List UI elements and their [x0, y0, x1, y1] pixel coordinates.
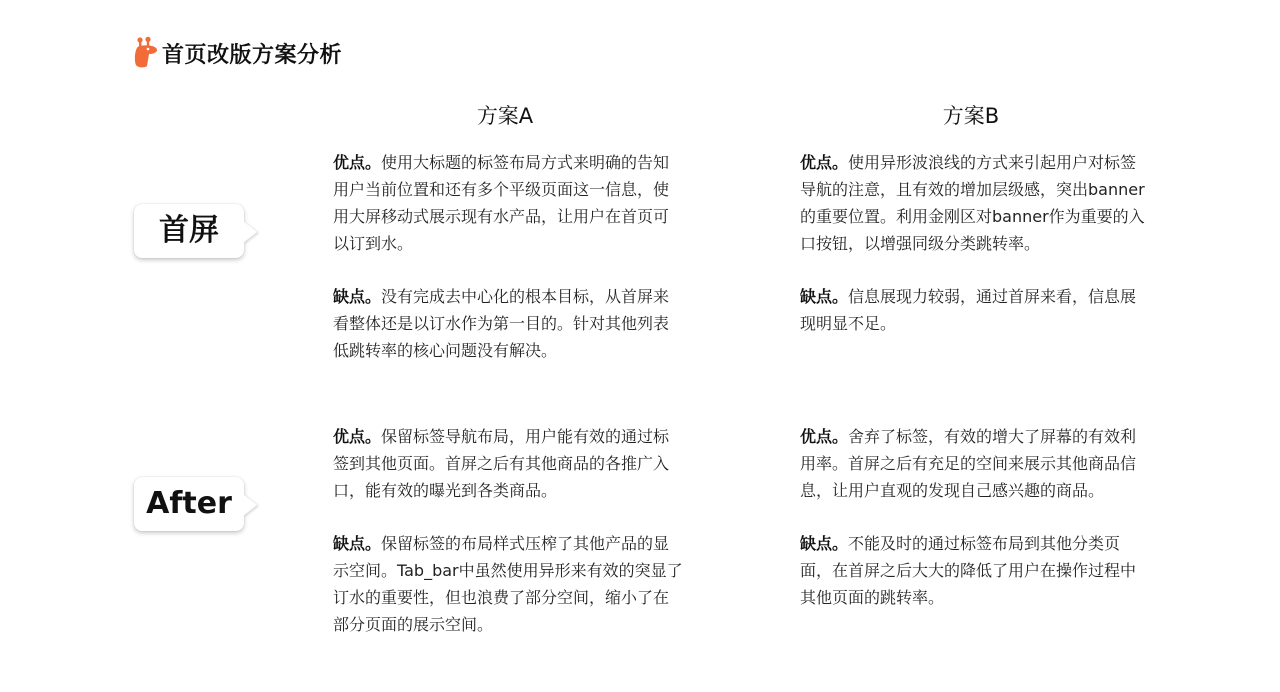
cons-paragraph: [333, 530, 683, 638]
cons-paragraph: [800, 530, 1150, 611]
pros-paragraph: [800, 423, 1150, 504]
cons-text: 信息展现力较弱，通过首屏来看，信息展现明显不足。: [800, 287, 1137, 333]
pros-text: 保留标签导航布局，用户能有效的通过标签到其他页面。首屏之后有其他商品的各推广入口，能有效的曝光到各类商品。: [333, 427, 670, 500]
cons-label: 缺点。: [333, 287, 382, 306]
giraffe-head-icon: [133, 36, 159, 68]
analysis-first-screen-plan-a: [333, 149, 683, 364]
row-label-text: After: [146, 486, 232, 521]
row-label-first-screen: [134, 204, 244, 258]
cons-text: 没有完成去中心化的根本目标，从首屏来看整体还是以订水作为第一目的。针对其他列表低跳转率的核心问题没有解决。: [333, 287, 670, 360]
cons-text: 不能及时的通过标签布局到其他分类页面，在首屏之后大大的降低了用户在操作过程中其他页面的跳转率。: [800, 534, 1137, 607]
cons-text: 保留标签的布局样式压榨了其他产品的显示空间。Tab_bar中虽然使用异形来有效的突显了订水的重要性，但也浪费了部分空间，缩小了在部分页面的展示空间。: [333, 534, 683, 634]
cons-label: 缺点。: [333, 534, 382, 553]
cons-paragraph: [333, 283, 683, 364]
row-label-after: [134, 477, 244, 531]
pros-paragraph: [333, 149, 683, 257]
pros-label: 优点。: [333, 427, 382, 446]
cons-label: 缺点。: [800, 287, 849, 306]
analysis-after-plan-a: [333, 423, 683, 638]
pros-label: 优点。: [800, 153, 849, 172]
row-label-text: 首屏: [159, 213, 219, 248]
column-heading-plan-b: 方案B: [942, 104, 1000, 128]
pros-paragraph: [800, 149, 1150, 257]
bubble-pointer: [243, 221, 257, 243]
pros-text: 舍弃了标签，有效的增大了屏幕的有效利用率。首屏之后有充足的空间来展示其他商品信息，让用户直观的发现自己感兴趣的商品。: [800, 427, 1137, 500]
pros-text: 使用异形波浪线的方式来引起用户对标签导航的注意，且有效的增加层级感，突出banner的重要位置。利用金刚区对banner作为重要的入口按钮，以增强同级分类跳转率。: [800, 153, 1145, 253]
pros-label: 优点。: [333, 153, 382, 172]
page-title: 首页改版方案分析: [162, 43, 343, 68]
column-heading-plan-a: 方案A: [476, 104, 534, 128]
cons-label: 缺点。: [800, 534, 849, 553]
analysis-after-plan-b: [800, 423, 1150, 611]
pros-text: 使用大标题的标签布局方式来明确的告知用户当前位置和还有多个平级页面这一信息，使用大屏移动式展示现有水产品，让用户在首页可以订到水。: [333, 153, 670, 253]
bubble-pointer: [243, 494, 257, 516]
pros-paragraph: [333, 423, 683, 504]
pros-label: 优点。: [800, 427, 849, 446]
cons-paragraph: [800, 283, 1150, 337]
analysis-first-screen-plan-b: [800, 149, 1150, 337]
